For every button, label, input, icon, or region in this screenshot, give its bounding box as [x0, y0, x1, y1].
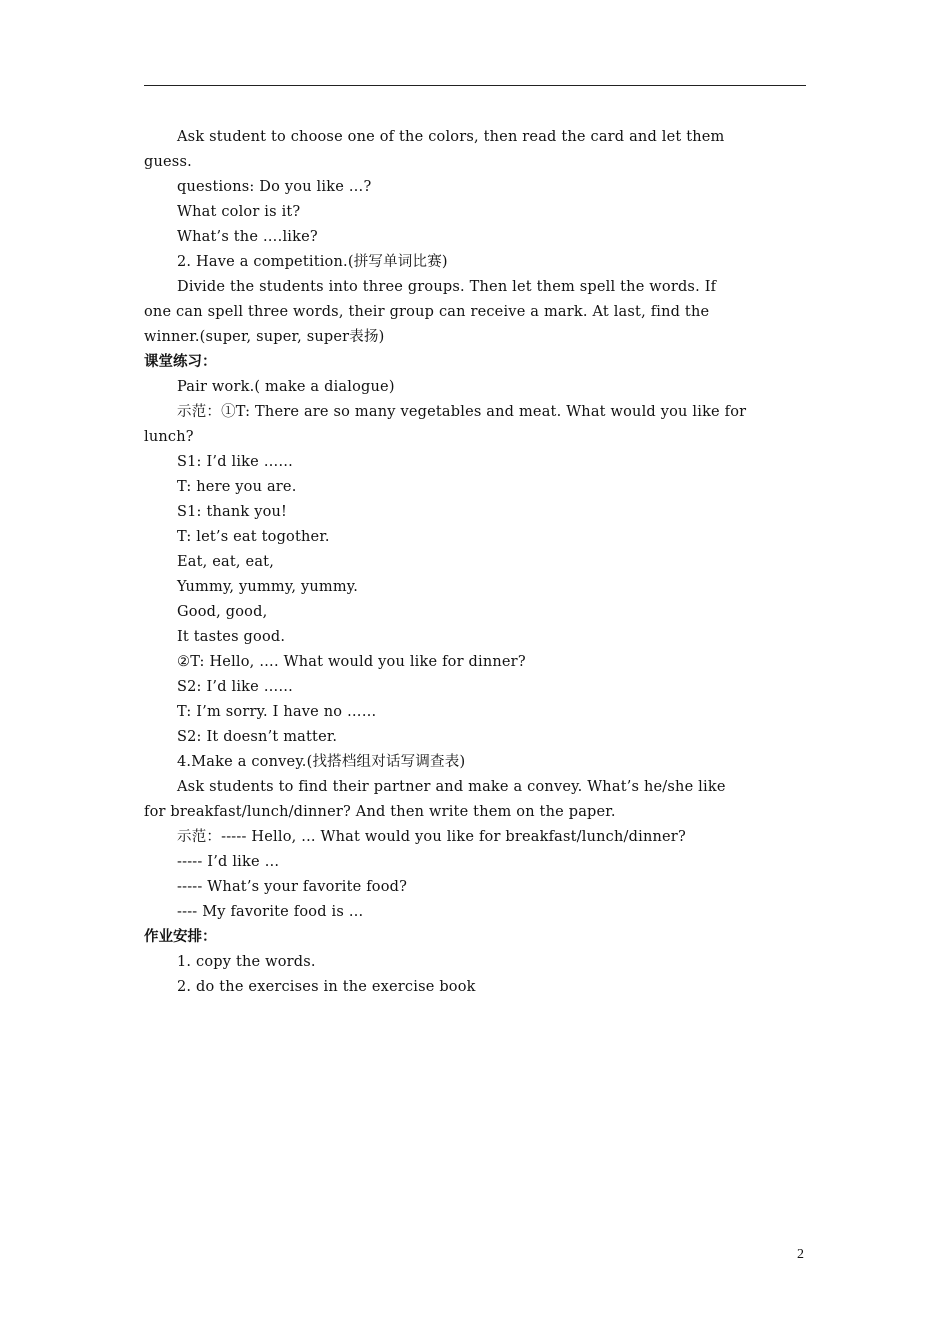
page-number: 2: [797, 1247, 804, 1262]
paragraph-line: questions: Do you like …?: [177, 179, 372, 195]
paragraph-line: What color is it?: [177, 204, 301, 220]
paragraph-line: Good, good,: [177, 604, 268, 620]
paragraph-line: Divide the students into three groups. Then let them spell the words. If: [177, 279, 717, 295]
paragraph-line: It tastes good.: [177, 629, 286, 645]
paragraph-line: 1. copy the words.: [177, 954, 316, 970]
paragraph-line: What’s the ….like?: [177, 229, 318, 245]
paragraph-line: lunch?: [144, 429, 194, 445]
paragraph-line: ----- I’d like …: [177, 854, 280, 870]
paragraph-line: S1: thank you!: [177, 504, 288, 520]
paragraph-line: guess.: [144, 154, 192, 170]
paragraph-line: Ask student to choose one of the colors, then read the card and let them: [177, 129, 725, 145]
header-rule: [144, 85, 806, 86]
paragraph-line: ----- What’s your favorite food?: [177, 879, 408, 895]
paragraph-line: S1: I’d like ……: [177, 454, 294, 470]
paragraph-line: ②T: Hello, …. What would you like for dinner?: [177, 654, 526, 670]
paragraph-line: ---- My favorite food is …: [177, 904, 364, 920]
paragraph-line: 2. do the exercises in the exercise book: [177, 979, 476, 995]
section-heading-homework: 作业安排：: [144, 929, 217, 945]
paragraph-line: S2: It doesn’t matter.: [177, 729, 338, 745]
paragraph-line: 2. Have a competition.(拼写单词比赛): [177, 254, 448, 270]
paragraph-line: for breakfast/lunch/dinner? And then write them on the paper.: [144, 804, 616, 820]
document-body: [144, 125, 806, 1000]
section-heading-classroom-practice: 课堂练习：: [144, 354, 217, 370]
paragraph-line: 4.Make a convey.(找搭档组对话写调查表): [177, 754, 466, 770]
paragraph-line: S2: I’d like ……: [177, 679, 294, 695]
paragraph-line: Ask students to find their partner and make a convey. What’s he/she like: [177, 779, 726, 795]
paragraph-line: winner.(super, super, super表扬): [144, 329, 385, 345]
paragraph-line: Eat, eat, eat,: [177, 554, 275, 570]
paragraph-line: 示范：①T: There are so many vegetables and meat. What would you like for: [177, 404, 747, 420]
paragraph-line: T: here you are.: [177, 479, 297, 495]
paragraph-line: Yummy, yummy, yummy.: [177, 579, 359, 595]
paragraph-line: one can spell three words, their group can receive a mark. At last, find the: [144, 304, 710, 320]
paragraph-line: 示范：----- Hello, ... What would you like for breakfast/lunch/dinner?: [177, 829, 686, 845]
paragraph-line: T: I’m sorry. I have no ……: [177, 704, 377, 720]
paragraph-line: Pair work.( make a dialogue): [177, 379, 395, 395]
paragraph-line: T: let’s eat togother.: [177, 529, 330, 545]
